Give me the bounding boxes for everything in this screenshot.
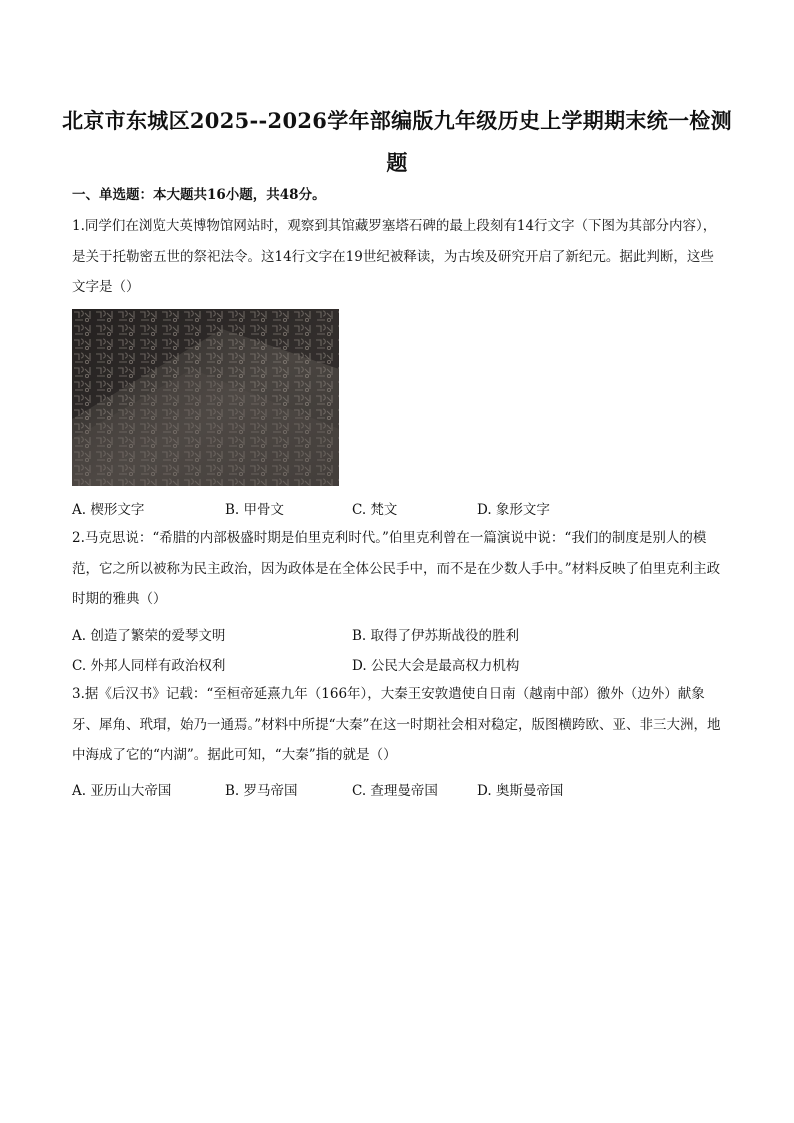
option-c[interactable]: C. 查理曼帝国: [352, 783, 438, 799]
section-heading: 一、单选题：本大题共16小题，共48分。: [72, 187, 326, 203]
question-1-stem: 1.同学们在浏览大英博物馆网站时，观察到其馆藏罗塞塔石碑的最上段刻有14行文字（下图为其部分内容），是关于托勒密五世的祭祀法令。这14行文字在19世纪被释读，为古埃及研究开启了新纪元。据此判断，这些文字是（）: [72, 218, 717, 295]
rosetta-stone-image: [72, 309, 339, 486]
option-a[interactable]: A. 创造了繁荣的爱琴文明: [72, 628, 226, 644]
option-b[interactable]: B. 取得了伊苏斯战役的胜利: [352, 628, 520, 644]
option-a[interactable]: A. 亚历山大帝国: [72, 783, 172, 799]
question-3-stem: 3.据《后汉书》记载：“至桓帝延熹九年（166年），大秦王安敦遣使自日南（越南中部）徼外（边外）献象牙、犀角、玳瑁，始乃一通焉。”材料中所提“大秦”在这一时期社会相对稳定，版图横跨欧、亚、非三大洲，地中海成了它的“内湖”。据此可知，“大秦”指的就是（）: [72, 686, 721, 763]
question-2-stem: 2.马克思说：“希腊的内部极盛时期是伯里克利时代。”伯里克利曾在一篇演说中说：“我们的制度是别人的模范，它之所以被称为民主政治，因为政体是在全体公民手中，而不是在少数人手中。”材料反映了伯里克利主政时期的雅典（）: [72, 530, 721, 607]
page-title: 北京市东城区2025--2026学年部编版九年级历史上学期期末统一检测题: [62, 108, 732, 175]
option-d[interactable]: D. 奥斯曼帝国: [477, 783, 564, 799]
option-a[interactable]: A. 楔形文字: [72, 502, 145, 518]
option-c[interactable]: C. 外邦人同样有政治权利: [72, 658, 226, 674]
option-c[interactable]: C. 梵文: [352, 502, 398, 518]
option-d[interactable]: D. 象形文字: [477, 502, 550, 518]
option-d[interactable]: D. 公民大会是最高权力机构: [352, 658, 520, 674]
rosetta-stone-photo: [72, 309, 339, 486]
option-b[interactable]: B. 甲骨文: [225, 502, 285, 518]
option-b[interactable]: B. 罗马帝国: [225, 783, 298, 799]
